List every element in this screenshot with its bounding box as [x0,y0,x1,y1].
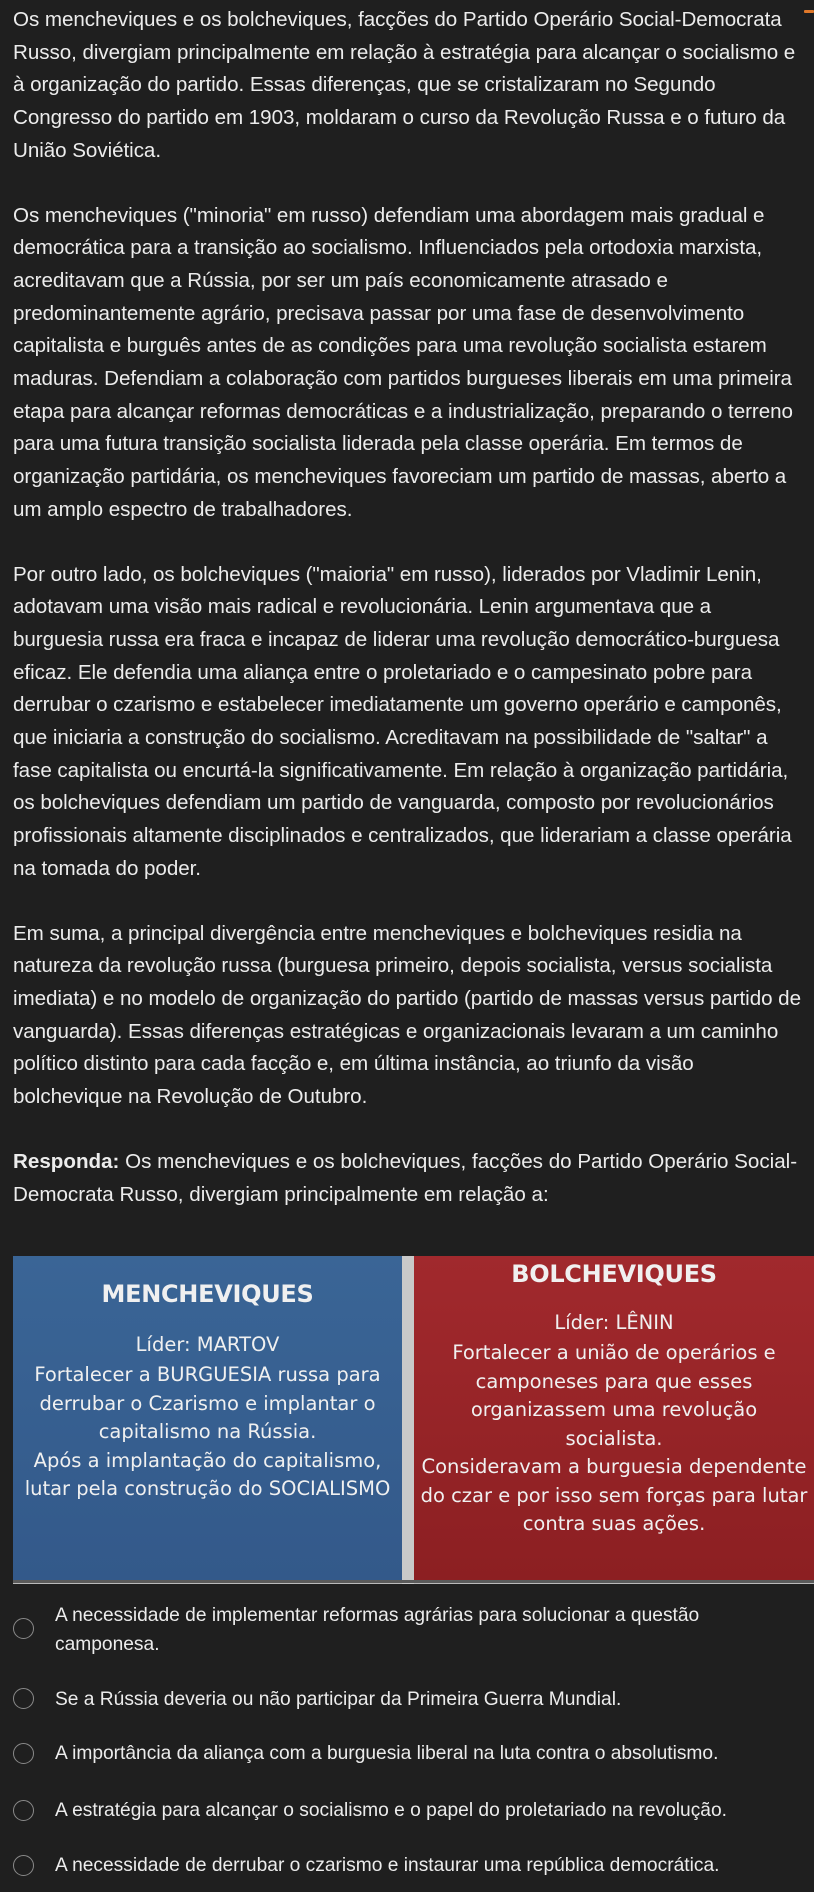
question-prefix: Responda: [13,1149,120,1173]
answer-option-3[interactable] [13,1740,803,1797]
bolcheviques-line: organizassem uma revolução [470,1398,758,1421]
answer-option-4[interactable] [13,1797,803,1852]
article-body [13,4,803,1211]
mencheviques-line: capitalismo na Rússia. [98,1420,317,1443]
bolcheviques-line: socialista. [565,1426,663,1450]
radio-button[interactable] [13,1618,34,1639]
mencheviques-line: lutar pela construção do SOCIALISMO [24,1477,391,1500]
article-paragraph-2: Os mencheviques ("minoria" em russo) defendiam uma abordagem mais gradual e democrática para a transição ao socialismo. Influenciados pela ortodoxia marxista, acreditavam que a Rússia, por ser um país economicamente atrasado e predominantemente agrário, precisava passar por uma fase de desenvolvimento capitalista e burguês antes de as condições para uma revolução socialista estarem maduras. Defendiam a colaboração com partidos burgueses liberais em uma primeira etapa para alcançar reformas democráticas e a industrialização, preparando o terreno para uma futura transição socialista liderada pela classe operária. Em termos de organização partidária, os mencheviques favoreciam um partido de massas, aberto a um amplo espectro de trabalhadores. [13,203,793,521]
article-paragraph-1: Os mencheviques e os bolcheviques, facções do Partido Operário Social-Democrata Russo, divergiam principalmente em relação à estratégia para alcançar o socialismo e à organização do partido. Essas diferenças, que se cristalizaram no Segundo Congresso do partido em 1903, moldaram o curso da Revolução Russa e o futuro da União Soviética. [13,8,796,162]
mencheviques-leader: Líder: MARTOV [135,1332,280,1356]
bolcheviques-description [414,1339,814,1539]
bolcheviques-panel [414,1256,814,1580]
answer-option-2[interactable] [13,1686,803,1740]
answer-option-1[interactable] [13,1602,803,1686]
mencheviques-line: derrubar o Czarismo e implantar o [39,1391,376,1415]
bolcheviques-line: Fortalecer a união de operários e [452,1341,776,1364]
option-label: A estratégia para alcançar o socialismo e o papel do proletariado na revolução. [55,1800,727,1821]
option-label: A importância da aliança com a burguesia liberal na luta contra o absolutismo. [55,1743,719,1764]
radio-button[interactable] [13,1800,34,1821]
bolcheviques-line: do czar e por isso sem forças para lutar [420,1483,808,1507]
option-label: A necessidade de derrubar o czarismo e instaurar uma república democrática. [55,1855,720,1876]
bolcheviques-leader: Líder: LÊNIN [554,1310,674,1334]
panel-divider [402,1256,414,1584]
radio-button[interactable] [13,1688,34,1709]
mencheviques-panel [13,1256,402,1580]
mencheviques-line: Após a implantação do capitalismo, [33,1448,382,1472]
question-text: Os mencheviques e os bolcheviques, facções do Partido Operário Social-Democrata Russo, divergiam principalmente em relação a: [13,1149,798,1206]
option-label: A necessidade de implementar reformas agrárias para solucionar a questão camponesa. [55,1605,700,1655]
bolcheviques-line: Consideravam a burguesia dependente [421,1455,807,1478]
option-label: Se a Rússia deveria ou não participar da Primeira Guerra Mundial. [55,1689,622,1710]
mencheviques-line: Fortalecer a BURGUESIA russa para [34,1363,381,1386]
answer-options [13,1602,803,1892]
article-paragraph-3: Por outro lado, os bolcheviques ("maioria" em russo), liderados por Vladimir Lenin, adotavam uma visão mais radical e revolucionária. Lenin argumentava que a burguesia russa era fraca e incapaz de liderar uma revolução democrático-burguesa eficaz. Ele defendia uma aliança entre o proletariado e o campesinato pobre para derrubar o czarismo e estabelecer imediatamente um governo operário e camponês, que iniciaria a construção do socialismo. Acreditavam na possibilidade de "saltar" a fase capitalista ou encurtá-la significativamente. Em relação à organização partidária, os bolcheviques defendiam um partido de vanguarda, composto por revolucionários profissionais altamente disciplinados e centralizados, que liderariam a classe operária na tomada do poder. [13,562,792,880]
radio-button[interactable] [13,1855,34,1876]
answer-option-5[interactable] [13,1852,803,1892]
image-bottom-border [13,1580,814,1583]
mencheviques-description [13,1361,402,1504]
question-prompt [13,1146,803,1211]
bolcheviques-line: camponeses para que esses [475,1369,753,1393]
comparison-image [13,1256,814,1584]
article-paragraph-4: Em suma, a principal divergência entre mencheviques e bolcheviques residia na natureza da revolução russa (burguesa primeiro, depois socialista, versus socialista imediata) e no modelo de organização do partido (partido de massas versus partido de vanguarda). Essas diferenças estratégicas e organizacionais levaram a um caminho político distinto para cada facção e, em última instância, ao triunfo da visão bolchevique na Revolução de Outubro. [13,921,801,1109]
mencheviques-title: MENCHEVIQUES [101,1280,314,1308]
bolcheviques-line: contra suas ações. [522,1512,706,1535]
radio-button[interactable] [13,1743,34,1764]
edge-indicator [804,10,814,13]
bolcheviques-title: BOLCHEVIQUES [511,1260,717,1288]
